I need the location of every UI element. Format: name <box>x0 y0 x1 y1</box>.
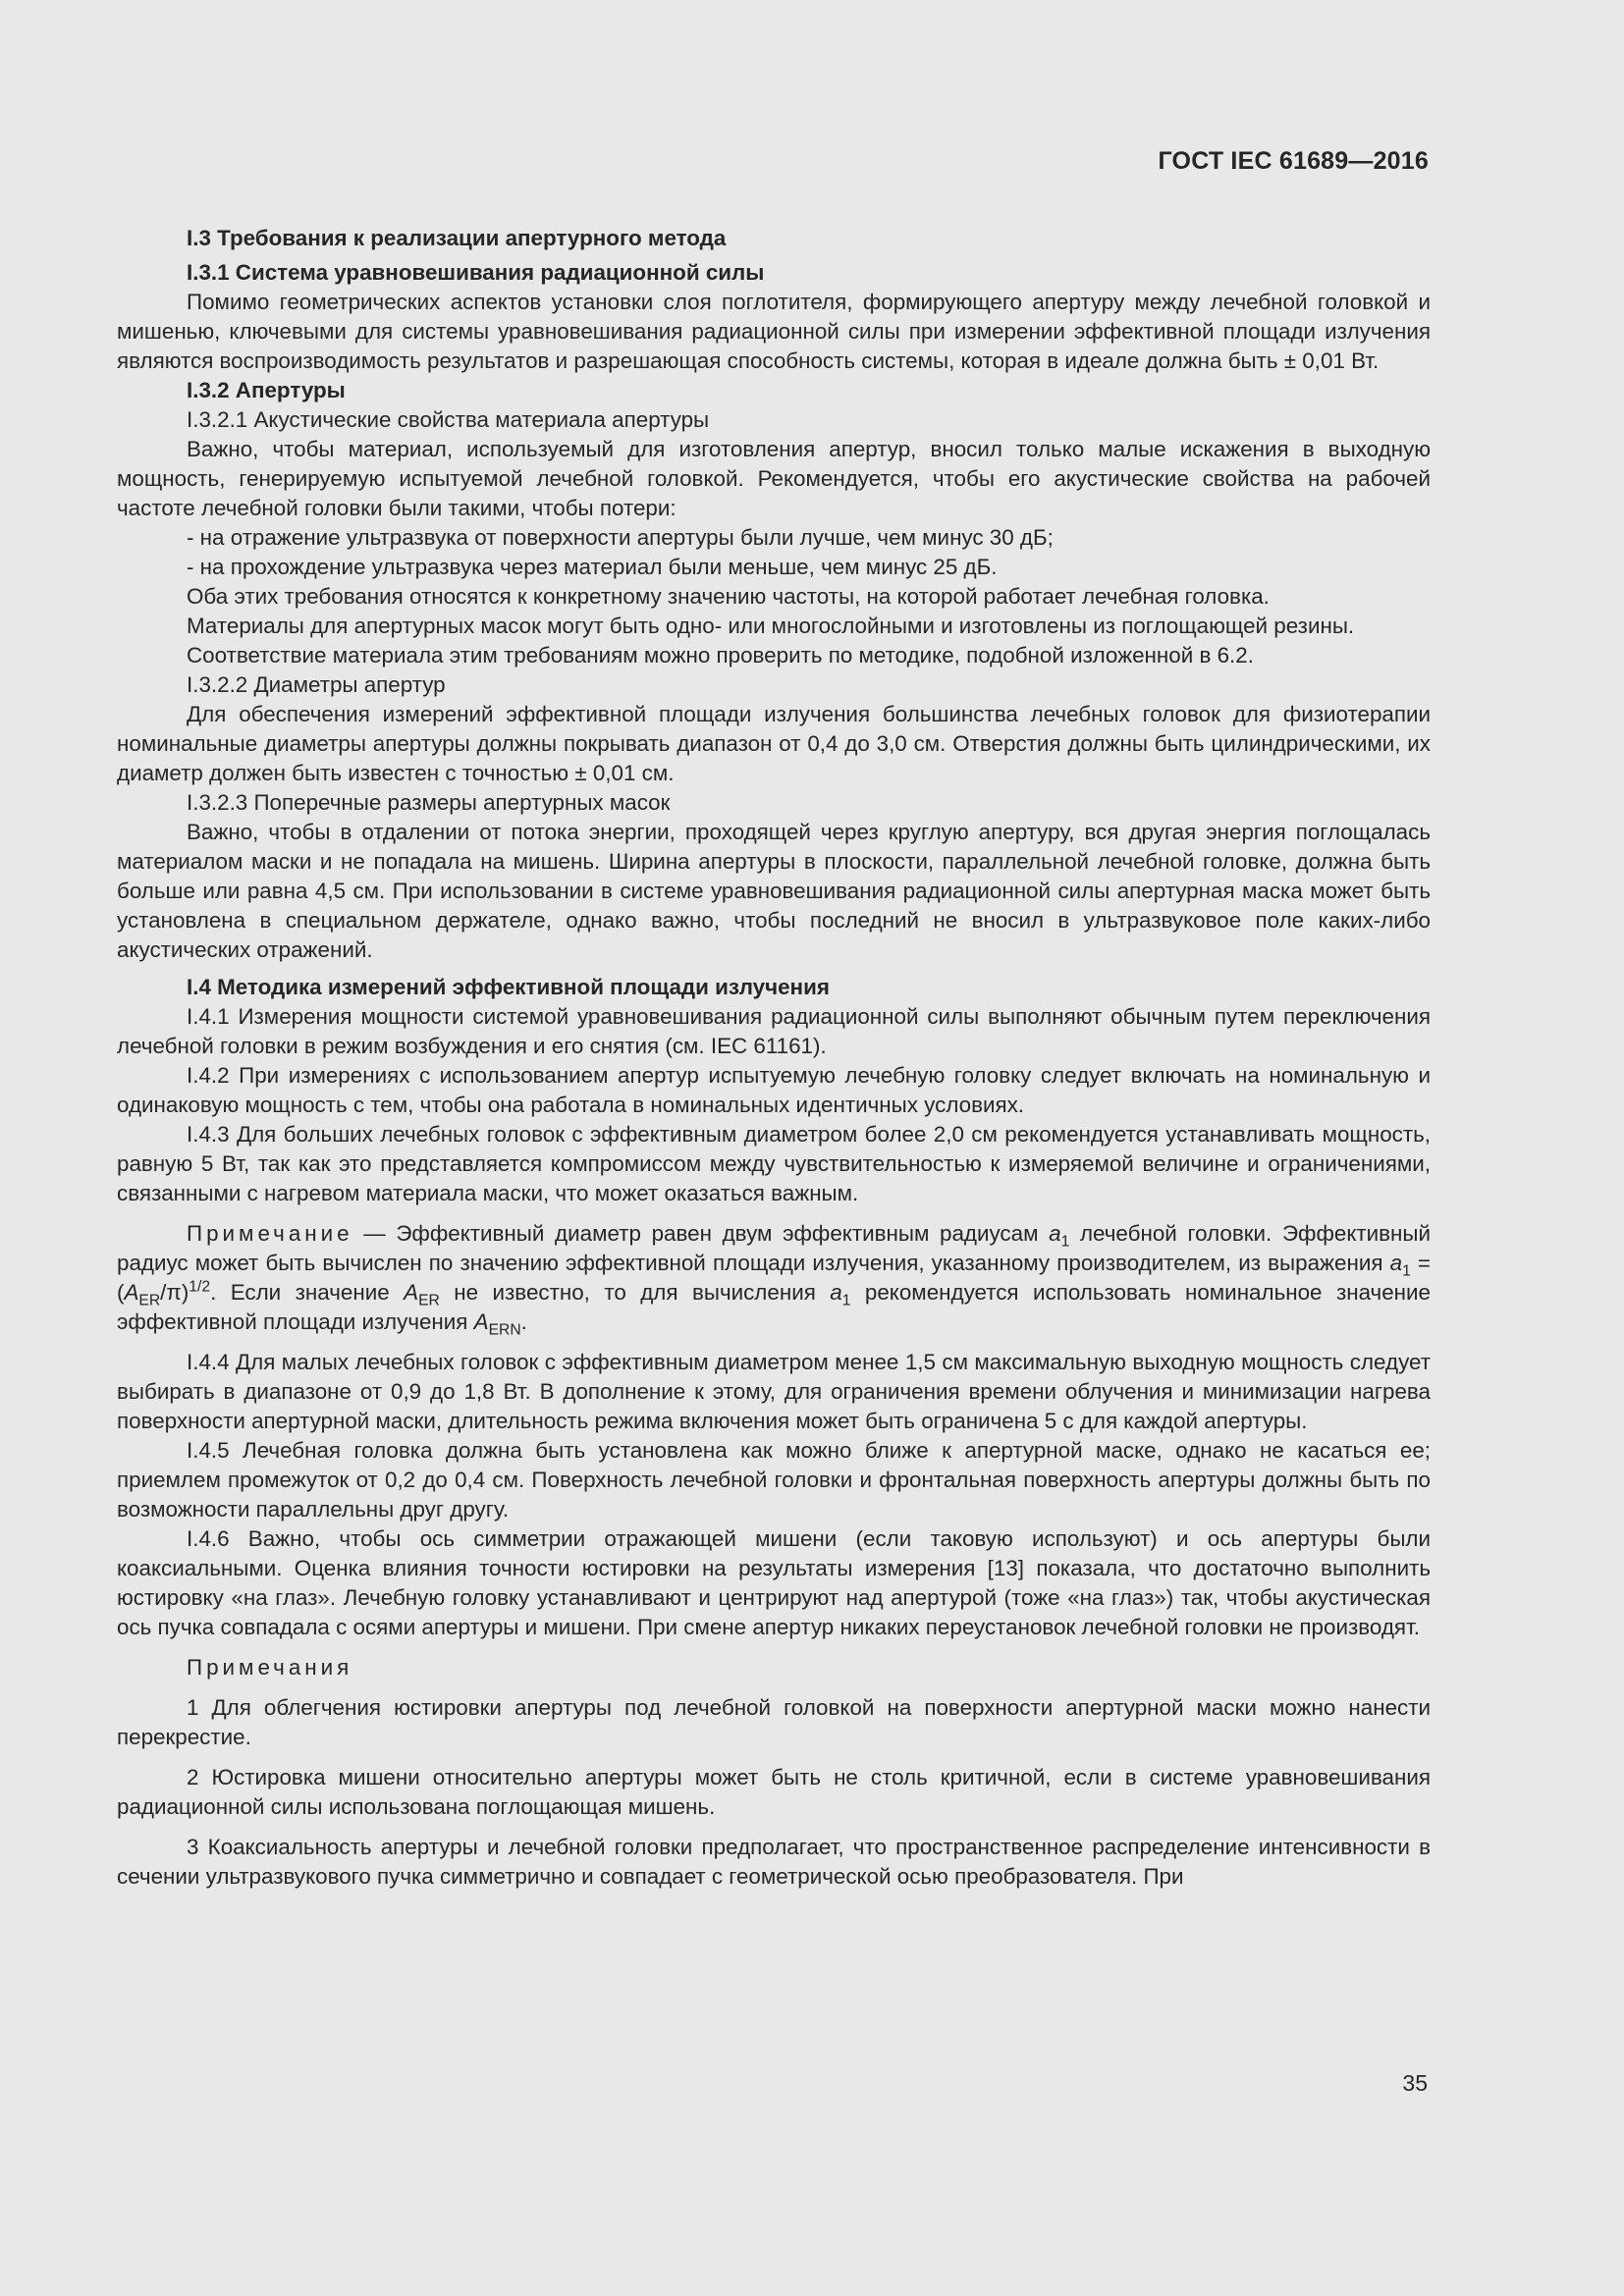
subsubsection-heading-i321: I.3.2.1 Акустические свойства материала апертуры <box>187 407 710 432</box>
list-item-reflection: - на отражение ультразвука от поверхности апертуры были лучше, чем минус 30 дБ; <box>187 525 1054 550</box>
note-label: Примечание <box>187 1221 353 1246</box>
paragraph-i321: Важно, чтобы материал, используемый для изготовления апертур, вносил только малые искажения в выходную мощность, генерируемую испытуемой лечебной головкой. Рекомендуется, чтобы его акустические свойства на рабочей частоте лечебной головки были такими, чтобы потери: <box>117 437 1431 520</box>
paragraph-i46: I.4.6 Важно, чтобы ось симметрии отражающей мишени (если таковую используют) и ось апертуры были коаксиальными. Оценка влияния точности юстировки на результаты измерения [13] показала, что достаточно выполнить юстировку «на глаз». Лечебную головку устанавливают и центрируют над апертурой (тоже «на глаз») так, чтобы акустическая ось пучка совпадала с осями апертуры и мишени. При смене апертур никаких переустановок лечебной головки не производят. <box>117 1526 1431 1639</box>
notes-label: Примечания <box>187 1655 353 1680</box>
paragraph-i322: Для обеспечения измерений эффективной площади излучения большинства лечебных головок для физиотерапии номинальные диаметры апертуры должны покрывать диапазон от 0,4 до 3,0 см. Отверстия должны быть цилиндрическими, их диаметр должен быть известен с точностью ± 0,01 см. <box>117 702 1431 785</box>
note-effective-diameter: Примечание — Эффективный диаметр равен двум эффективным радиусам $a_1$ лечебной головки. Эффективный радиус может быть вычислен по значению эффективной площади излучения, указанному производителем, из выражения $a_1 = (A_{ER}/\pi)^{1/2}$. Если значение $A_{ER}$ не известно, то для вычисления $a_1$ рекомендуется использовать номинальное значение эффективной площади излучения $A_{ERN}$. <box>117 1221 1432 1339</box>
list-item-transmission: - на прохождение ультразвука через материал были меньше, чем минус 25 дБ. <box>187 555 998 579</box>
page-number: 35 <box>1402 2070 1428 2096</box>
section-heading-i3: I.3 Требования к реализации апертурного метода <box>187 226 727 250</box>
note-3: 3 Коаксиальность апертуры и лечебной головки предполагает, что пространственное распределение интенсивности в сечении ультразвукового пучка симметрично и совпадает с геометрической осью преобразователя. При <box>117 1835 1431 1889</box>
note-1: 1 Для облегчения юстировки апертуры под лечебной головкой на поверхности апертурной маски можно нанести перекрестие. <box>117 1695 1431 1749</box>
note-2: 2 Юстировка мишени относительно апертуры может быть не столь критичной, если в системе уравновешивания радиационной силы использована поглощающая мишень. <box>117 1765 1431 1819</box>
paragraph-i323: Важно, чтобы в отдалении от потока энергии, проходящей через круглую апертуру, вся другая энергия поглощалась материалом маски и не попадала на мишень. Ширина апертуры в плоскости, параллельной лечебной головке, должна быть больше или равна 4,5 см. При использовании в системе уравновешивания радиационной силы апертурная маска может быть установлена в специальном держателе, однако важно, чтобы последний не вносил в ультразвуковое поле каких-либо акустических отражений. <box>117 820 1431 962</box>
paragraph-i31: Помимо геометрических аспектов установки слоя поглотителя, формирующего апертуру между лечебной головкой и мишенью, ключевыми для системы уравновешивания радиационной силы при измерении эффективной площади излучения являются воспроизводимость результатов и разрешающая способность системы, которая в идеале должна быть ± 0,01 Вт. <box>117 290 1431 373</box>
document-code-header: ГОСТ IEC 61689—2016 <box>1158 147 1429 175</box>
paragraph-i44: I.4.4 Для малых лечебных головок с эффективным диаметром менее 1,5 см максимальную выходную мощность следует выбирать в диапазоне от 0,9 до 1,8 Вт. В дополнение к этому, для ограничения времени облучения и минимизации нагрева поверхности апертурной маски, длительность режима включения может быть ограничена 5 с для каждой апертуры. <box>117 1350 1431 1433</box>
paragraph-i42: I.4.2 При измерениях с использованием апертур испытуемую лечебную головку следует включать на номинальную и одинаковую мощность с тем, чтобы она работала в номинальных идентичных условиях. <box>117 1063 1431 1117</box>
paragraph-i321-compliance: Соответствие материала этим требованиям можно проверить по методике, подобной изложенной в 6.2. <box>187 643 1254 667</box>
paragraph-i321-frequency: Оба этих требования относятся к конкретному значению частоты, на которой работает лечебная головка. <box>187 584 1270 609</box>
paragraph-i45: I.4.5 Лечебная головка должна быть установлена как можно ближе к апертурной маске, однако не касаться ее; приемлем промежуток от 0,2 до 0,4 см. Поверхность лечебной головки и фронтальная поверхность апертуры должны быть по возможности параллельны друг другу. <box>117 1438 1431 1522</box>
subsection-heading-i32: I.3.2 Апертуры <box>187 378 346 402</box>
paragraph-i43: I.4.3 Для больших лечебных головок с эффективным диаметром более 2,0 см рекомендуется устанавливать мощность, равную 5 Вт, так как это представляется компромиссом между чувствительностью к измеряемой величине и ограничениями, связанными с нагревом материала маски, что может оказаться важным. <box>117 1122 1431 1205</box>
subsubsection-heading-i323: I.3.2.3 Поперечные размеры апертурных масок <box>187 790 671 815</box>
paragraph-i321-materials: Материалы для апертурных масок могут быть одно- или многослойными и изготовлены из поглощающей резины. <box>187 614 1355 638</box>
subsubsection-heading-i322: I.3.2.2 Диаметры апертур <box>187 672 446 697</box>
paragraph-i41: I.4.1 Измерения мощности системой уравновешивания радиационной силы выполняют обычным путем переключения лечебной головки в режим возбуждения и его снятия (см. IEC 61161). <box>117 1004 1431 1058</box>
section-heading-i4: I.4 Методика измерений эффективной площади излучения <box>187 975 830 999</box>
subsection-heading-i31: I.3.1 Система уравновешивания радиационной силы <box>187 260 765 285</box>
page-body <box>117 224 1431 1892</box>
